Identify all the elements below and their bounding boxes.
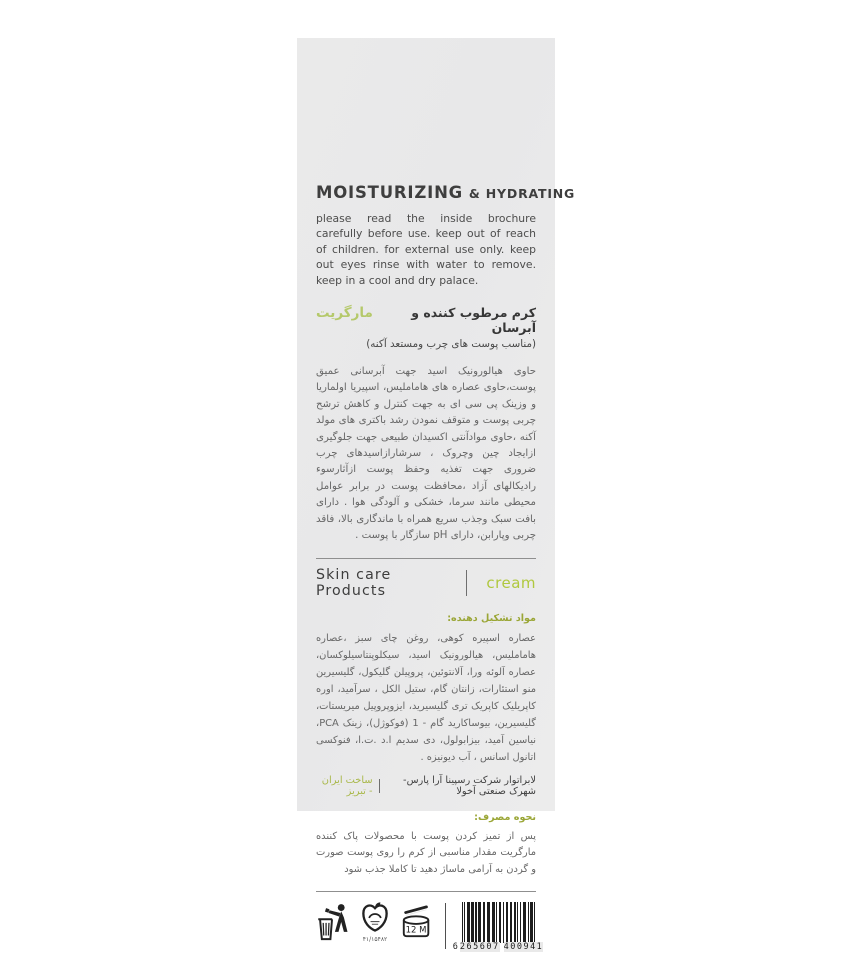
title-moisturizing: MOISTURIZING [316,183,464,202]
divider-bottom [316,891,536,892]
product-box-back-panel [297,38,576,952]
brand-name: مارگریت [316,305,373,322]
barcode-digit-group2: 400941 [503,942,544,952]
persian-title-row [316,305,536,335]
persian-subtitle: (مناسب پوست های چرب ومستعد آکنه) [366,338,536,351]
pao-label: 12 M [405,925,427,936]
english-warning-text: please read the inside brochure carefully before use. keep out of reach of children. for external use only. keep out eyes rinse with water to remove. keep in a cool and dry palace. [316,212,536,287]
category-label: Skin care Products [316,566,392,599]
usage-heading: نحوه مصرف: [474,811,536,823]
footer-icons-row [316,901,544,959]
english-title [316,183,576,202]
barcode-digit-group1: 265607 [459,942,500,952]
ingredients-text: عصاره اسپیره کوهی، روغن چای سبز ،عصاره هاماملیس، هیالورونیک اسید، سیکلوپنتاسیلوکسان، عصاره آلوئه ورا، آلانتوئین، پروپیلن گلیکول، گلیسیرین منو استئارات، زانتان گام، ستیل الکل ، سرآمید، اوره کاپریلیک کاپریک تری گلیسیرید، ایزوپروپیل میریستات، گلیسیرین، بیوساکارید گام - 1 (فوکوژل)، زینک PCA، نیاسین آمید، بیزابولول، دی سدیم ا.د .ت.ا، فنوکسی اتانول اسانس ، آب دیونیزه . [316,632,536,763]
barcode-digits [452,942,544,952]
barcode-bars [462,902,535,943]
manufacturer-lab: لابراتوار شرکت رسپینا آرا پارس-شهرک صنعتی آخولا [403,774,536,797]
license-number: ۴۱/۱۵۴۸۲ [362,936,388,943]
category-divider [466,570,467,596]
tidy-man-icon [316,901,352,943]
title-hydrating: & HYDRATING [468,186,576,201]
divider-top [316,558,536,559]
footer-divider [445,903,446,949]
pao-jar-icon [398,905,436,939]
health-ministry-logo-icon [360,901,390,943]
usage-text: پس از تمیز کردن پوست با محصولات پاک کننده مارگریت مقدار مناسبی از کرم را روی پوست صورت و گردن به آرامی ماساژ دهید تا کاملا جذب شود [316,830,536,875]
category-cream-label: cream [486,573,536,592]
panel-content [297,38,576,952]
category-row [316,568,536,598]
barcode [452,902,544,952]
manufacturer-row [316,775,536,797]
manufacturer-divider [379,779,380,793]
barcode-digit-first: 6 [452,942,458,952]
made-in-label: ساخت ایران - تبریز [321,774,373,797]
ingredients-heading: مواد تشکیل دهنده: [447,612,536,624]
persian-product-name: کرم مرطوب کننده و آبرسان [411,305,536,336]
persian-description: حاوی هیالورونیک اسید جهت آبرسانی عمیق پوست،حاوی عصاره های هاماملیس، اسپیریا اولماریا و وزینک پی سی ای به جهت کنترل و کاهش ترشح چربی پوست و متوقف نمودن رشد باکتری های مولد آکنه ،حاوی موادآنتی اکسیدان طبیعی جهت جلوگیری ازایجاد چین وچروک ، سرشارازاسیدهای چرب ضروری جهت تغذیه وحفظ پوست ازآثارسوء رادیکالهای آزاد ،محافظت پوست در برابر عوامل محیطی مانند سرما، خشکی و آلودگی هوا . دارای بافت سبک وجذب سریع همراه با ماندگاری بالا، فاقد چربی وپارابن، دارای pH سازگار با پوست . [316,366,536,542]
